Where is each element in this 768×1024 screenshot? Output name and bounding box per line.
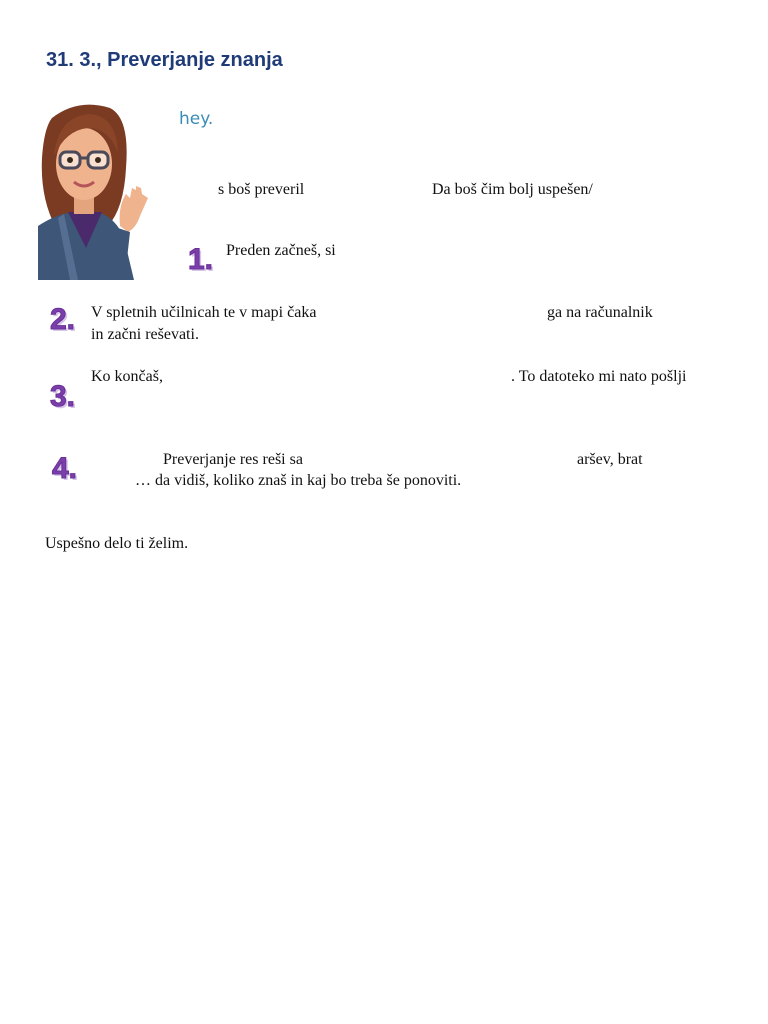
intro-text-left: s boš preveril (218, 181, 305, 198)
step-2-text-right: ga na računalnik (547, 304, 653, 321)
step-3-text-left: Ko končaš, (91, 368, 163, 385)
step-1-number: 1. (188, 243, 214, 276)
greeting-hey: hey. (179, 109, 214, 129)
step-2-text-left: V spletnih učilnicah te v mapi čaka (91, 304, 317, 321)
step-1-text: Preden začneš, si (226, 242, 336, 259)
step-3-text-right: . To datoteko mi nato pošlji (511, 368, 687, 385)
step-4-number: 4. (52, 452, 78, 485)
intro-text-right: Da boš čim bolj uspešen/ (432, 181, 593, 198)
closing-text: Uspešno delo ti želim. (45, 535, 189, 552)
step-2-number: 2. (50, 303, 76, 336)
step-4-text-right: aršev, brat (577, 451, 643, 468)
step-3-number: 3. (50, 380, 76, 413)
step-4-text-left: Preverjanje res reši sa (163, 451, 303, 468)
page-title: 31. 3., Preverjanje znanja (46, 49, 283, 71)
teacher-avatar-icon (38, 98, 150, 280)
step-4-text-line2: … da vidiš, koliko znaš in kaj bo treba še ponoviti. (135, 472, 462, 489)
step-2-text-line2: in začni reševati. (91, 326, 199, 343)
